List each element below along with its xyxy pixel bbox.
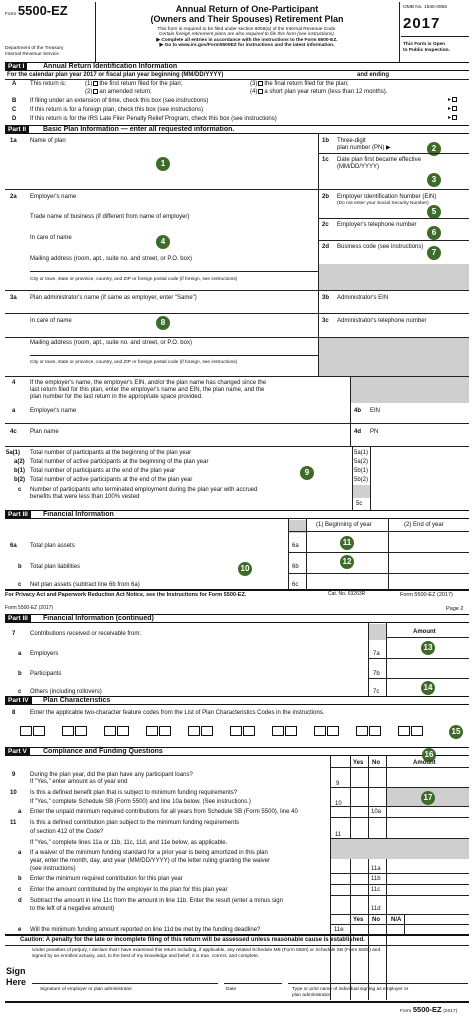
- line-4a-num: a: [12, 408, 16, 414]
- box-11a: 11a: [371, 866, 381, 872]
- shade-4: [350, 377, 469, 403]
- line-1c-num: 1c: [322, 157, 329, 163]
- box-6b: 6b: [292, 564, 299, 570]
- line-9-no[interactable]: [369, 768, 386, 786]
- line-a4[interactable]: [250, 89, 387, 96]
- form-number: 5500-EZ: [17, 3, 68, 18]
- line-7b-text: Participants: [30, 671, 62, 677]
- line-2b-sub: (Do not enter your Social Security Number): [337, 201, 429, 206]
- box-11e: 11e: [334, 927, 344, 933]
- a2-checkbox[interactable]: [93, 89, 98, 94]
- form-title-1: Annual Return of One-Participant: [175, 4, 319, 14]
- ending-label: and ending: [357, 72, 389, 78]
- field-7b[interactable]: [388, 661, 468, 675]
- mailing-field-3[interactable]: [30, 347, 316, 355]
- form-subtitle-4: ▶ Go to www.irs.gov/Form5500EZ for instructions and the latest information.: [159, 43, 335, 49]
- field-5c[interactable]: [372, 494, 468, 506]
- form-header: [5, 2, 469, 62]
- line-11a-text2: year, enter the month, day, and year (MM/DD/YYYY) of the letter ruling granting the waiver: [30, 858, 271, 864]
- line-d-label: D: [12, 116, 17, 122]
- line-10a-num: a: [18, 809, 22, 815]
- admin-phone-field[interactable]: [337, 325, 465, 335]
- line-9-num: 9: [12, 772, 16, 778]
- line-11e-na[interactable]: [387, 925, 404, 934]
- line-10-no[interactable]: [369, 788, 386, 806]
- a4-number: (4): [250, 89, 258, 96]
- line-10a-text: Enter the unpaid minimum required contributions for all years from Schedule SB (Form 5500), line 40: [30, 809, 298, 815]
- line-11e-yes[interactable]: [351, 925, 368, 934]
- line-5a1-text: Total number of participants at the beginning of the plan year: [30, 450, 192, 456]
- part2-title: Basic Plan Information — enter all requested information.: [43, 126, 235, 133]
- amount-head-5: Amount: [413, 760, 436, 766]
- dept-treasury: Department of the Treasury: [5, 46, 64, 51]
- field-5a2[interactable]: [372, 457, 468, 466]
- perjury-text-2: signed by an enrolled actuary, and, to the best of my knowledge and belief, it is true, correct, and complete.: [32, 954, 260, 959]
- box-5b2: 5b(2): [354, 477, 369, 483]
- feature-code-2[interactable]: [62, 726, 89, 736]
- line-2d-num: 2d: [322, 244, 330, 250]
- signature-field[interactable]: [32, 962, 218, 984]
- perjury-text-1: Under penalties of perjury, I declare that I have examined this return including, if applicable, any related Schedule MB (Form 5500) or Schedule SB (Form 5500) and: [32, 948, 381, 953]
- shade-3: [319, 338, 469, 376]
- line-11-text2: of section 412 of the Code?: [30, 829, 104, 835]
- line-4-text3: plan number for the last return in the appropriate space provided.: [30, 394, 203, 400]
- footer-form-ref: Form 5500-EZ (2017): [400, 592, 453, 598]
- line-11c-num: c: [18, 887, 22, 893]
- admin-name-field[interactable]: [30, 303, 316, 313]
- field-6c-end[interactable]: [390, 576, 468, 587]
- line-6b-num: b: [18, 564, 22, 570]
- yes-head-11e: Yes: [353, 917, 364, 923]
- business-code-field[interactable]: [337, 251, 465, 263]
- line-3c-num: 3c: [322, 318, 329, 324]
- box-11b: 11b: [371, 876, 381, 882]
- feature-code-3[interactable]: [104, 726, 131, 736]
- line-5b2-num: b(2): [14, 477, 25, 483]
- a1-checkbox[interactable]: [93, 81, 98, 86]
- line-11-text1: Is this a defined contribution plan subject to the minimum funding requirements: [30, 820, 240, 826]
- marker-6: 6: [427, 226, 441, 240]
- trade-name-text: Trade name of business (if different from name of employer): [30, 214, 190, 220]
- line-2a-num: 2a: [10, 194, 17, 200]
- box-6c: 6c: [292, 582, 299, 588]
- cat-number: Cat. No. 63263R: [328, 591, 366, 597]
- box-10a: 10a: [371, 809, 382, 815]
- marker-9: 9: [300, 466, 314, 480]
- line-11d-num: d: [18, 898, 22, 904]
- line-5a2-text: Total number of active participants at the beginning of the plan year: [30, 459, 209, 465]
- field-5b2[interactable]: [372, 475, 468, 484]
- a3-checkbox[interactable]: [258, 81, 263, 86]
- type-name-label-1: Type or print name of individual signing as employer or: [292, 987, 409, 992]
- marker-5: 5: [427, 205, 441, 219]
- marker-16: 16: [422, 748, 436, 762]
- line-5c-text2: benefits that were less than 100% vested: [30, 494, 140, 500]
- marker-13: 13: [421, 641, 435, 655]
- line-11-num: 11: [10, 820, 17, 826]
- form-subtitle-1: This form is required to be filed under section 6058(a) of the Internal Revenue Code.: [157, 26, 337, 32]
- tax-year: 2017: [403, 15, 441, 32]
- line-8-num: 8: [12, 710, 16, 716]
- privacy-notice: For Privacy Act and Paperwork Reduction Act Notice, see the Instructions for Form 5500-EZ.: [5, 592, 247, 598]
- part4-label: Part IV: [5, 697, 32, 705]
- line-10-text2: If "Yes," complete Schedule SB (Form 5500) and line 10a below. (See instructions.): [30, 799, 251, 805]
- a3-number: (3): [250, 81, 258, 88]
- admin-ein-field[interactable]: [337, 302, 465, 312]
- yes-head: Yes: [353, 760, 364, 766]
- box-11c: 11c: [371, 887, 381, 893]
- line-b-checkbox[interactable]: ▸: [448, 97, 458, 104]
- line-7c-text: Others (including rollovers): [30, 689, 102, 695]
- feature-code-7[interactable]: [272, 726, 299, 736]
- line-9-amount[interactable]: [388, 768, 468, 786]
- line-11b-num: b: [18, 876, 22, 882]
- feature-code-row: [12, 726, 452, 738]
- line-11e-text: Will the minimum funding amount reported on line 11d be met by the funding deadline?: [30, 927, 261, 933]
- line-11a-text3: (see instructions): [30, 866, 76, 872]
- line-a-label: A: [12, 81, 17, 87]
- line-11c-text: Enter the amount contributed by the employer to the plan for this plan year: [30, 887, 228, 893]
- line-3b-num: 3b: [322, 295, 330, 301]
- line-3a-text: Plan administrator's name (if same as employer, enter "Same"): [30, 295, 197, 301]
- a1-text: the first return filed for the plan;: [99, 81, 183, 88]
- line-b-label: B: [12, 98, 17, 104]
- line-2c-num: 2c: [322, 222, 329, 228]
- line-11-yes[interactable]: [351, 818, 368, 838]
- feature-code-6[interactable]: [230, 726, 257, 736]
- type-name-label-2: plan administrator: [292, 993, 331, 998]
- line-5b1-text: Total number of participants at the end of the plan year: [30, 468, 176, 474]
- feature-code-10[interactable]: [398, 726, 425, 736]
- a2-text: an amended return;: [99, 89, 152, 96]
- employer-ein-field[interactable]: [337, 207, 465, 217]
- line-11a-text1: If a waiver of the minimum funding standard for a prior year is being amortized in this plan: [30, 850, 268, 856]
- field-5a1[interactable]: [372, 448, 468, 457]
- marker-10: 10: [238, 562, 252, 576]
- line-2c-text: Employer's telephone number: [337, 222, 417, 228]
- line-4-text1: If the employer's name, the employer's EIN, and/or the plan name has changed since the: [30, 380, 267, 386]
- line-1c-text2: (MM/DD/YYYY): [337, 164, 379, 170]
- line-1b-text2: plan number (PN) ▶: [337, 145, 391, 151]
- box-7c: 7c: [373, 689, 380, 695]
- part5-label: Part V: [5, 748, 30, 756]
- line-7c-num: c: [18, 689, 22, 695]
- sign-word: Sign: [6, 966, 26, 976]
- line-11a-num: a: [18, 850, 22, 856]
- na-head-11e: N/A: [391, 917, 402, 923]
- employer-name-field[interactable]: [30, 202, 316, 212]
- line-6c-text: Net plan assets (subtract line 6b from 6a): [30, 582, 140, 588]
- marker-17: 17: [421, 791, 435, 805]
- line-6a-text: Total plan assets: [30, 543, 75, 549]
- line-4b-num: 4b: [354, 408, 362, 414]
- line-11e-no[interactable]: [369, 925, 386, 934]
- amount-head-7: Amount: [413, 629, 436, 635]
- a1-number: (1): [85, 81, 93, 88]
- box-6a: 6a: [292, 543, 299, 549]
- shade-7-head: [369, 624, 386, 640]
- col-beginning: (1) Beginning of year: [316, 522, 372, 528]
- printed-name-field[interactable]: [288, 962, 468, 984]
- line-5b2-text: Total number of active participants at the end of the plan year: [30, 477, 193, 483]
- no-head: No: [372, 760, 380, 766]
- care-of-text-2: In care of name: [30, 235, 72, 241]
- box-11d: 11d: [371, 906, 381, 912]
- line-b-text: If filing under an extension of time, check this box (see instructions): [30, 98, 209, 104]
- form-number-block: [5, 4, 68, 19]
- line-11b-text: Enter the minimum required contribution for this plan year: [30, 876, 183, 882]
- part3-title: Financial Information: [43, 511, 114, 518]
- a2-number: (2): [85, 89, 93, 96]
- here-word: Here: [6, 977, 27, 987]
- city-text-3: City or town, state or province, country, and ZIP or foreign postal code (if foreign, see instructions): [30, 360, 238, 365]
- line-3c-text: Administrator's telephone number: [337, 318, 427, 324]
- line-11d-field[interactable]: [388, 897, 468, 913]
- form-word: Form: [5, 12, 17, 17]
- line-3a-num: 3a: [10, 295, 17, 301]
- caution-text: Caution: A penalty for the late or incomplete filing of this return will be assessed unless reasonable cause is established.: [20, 937, 365, 943]
- line-4c-num: 4c: [10, 429, 17, 435]
- field-5b1[interactable]: [372, 466, 468, 475]
- mailing-text-3: Mailing address (room, apt., suite no. and street, or P.O. box): [30, 340, 192, 346]
- line-2a-text: Employer's name: [30, 194, 77, 200]
- line-2b-text: Employer Identification Number (EIN): [337, 194, 437, 200]
- plan-name-field[interactable]: [30, 146, 316, 186]
- line-1c-text1: Date plan first became effective: [337, 157, 421, 163]
- line-10a-amount[interactable]: [388, 807, 468, 816]
- line-11c-field[interactable]: [388, 885, 468, 895]
- footer-form-word: Form: [400, 1009, 412, 1014]
- prior-ein-field[interactable]: [386, 406, 466, 416]
- feature-code-5[interactable]: [188, 726, 215, 736]
- line-11b-field[interactable]: [388, 874, 468, 884]
- line-4a-text: Employer's name: [30, 408, 77, 414]
- part3-label: Part III: [5, 511, 31, 519]
- line-7-num: 7: [12, 631, 16, 637]
- box-10: 10: [335, 801, 342, 807]
- line-11-text3: If "Yes," complete lines 11a or 11b, 11c, 11d, and 11e below, as applicable.: [30, 840, 228, 846]
- part5-header: [5, 747, 469, 756]
- box-5a2: 5a(2): [354, 459, 369, 465]
- field-6b-end[interactable]: [390, 555, 468, 569]
- line-a2[interactable]: [85, 89, 152, 96]
- field-6c-begin[interactable]: [308, 576, 386, 587]
- line-1b-text1: Three-digit: [337, 138, 366, 144]
- open-inspection-1: This Form is Open: [403, 42, 446, 47]
- part3b-label: Part III: [5, 615, 31, 623]
- line-9-text2: If "Yes," enter amount as of year end: [30, 779, 128, 785]
- mailing-text-2: Mailing address (room, apt., suite no. and street, or P.O. box): [30, 256, 192, 262]
- footer-form-name: 5500-EZ: [412, 1005, 442, 1014]
- open-inspection-2: to Public Inspection.: [403, 48, 450, 53]
- shade-11: [331, 839, 469, 859]
- feature-code-4[interactable]: [146, 726, 173, 736]
- line-c-text: If this return is for a foreign plan, check this box (see instructions): [30, 107, 204, 113]
- line-5a1-num: 5a(1): [6, 450, 21, 456]
- line-6b-text: Total plan liabilities: [30, 564, 81, 570]
- marker-11: 11: [340, 536, 354, 550]
- prior-plan-name-field[interactable]: [90, 427, 346, 437]
- line-2d-text: Business code (see instructions): [337, 244, 424, 250]
- care-of-field-3[interactable]: [30, 326, 316, 336]
- trade-name-field[interactable]: [30, 222, 316, 232]
- mailing-field-2[interactable]: [30, 263, 316, 271]
- part4-title: Plan Characteristics: [43, 697, 111, 704]
- page2-number: Page 2: [446, 606, 464, 612]
- part3b-header: [5, 614, 469, 623]
- part4-header: [5, 696, 469, 705]
- line-11a-field[interactable]: [388, 861, 468, 872]
- part5-title: Compliance and Funding Questions: [43, 748, 163, 755]
- line-d-text: If this return is for the IRS Late Filer Penalty Relief Program, check this box (see instructions): [30, 116, 277, 122]
- line-c-label: C: [12, 107, 17, 113]
- line-1a-text: Name of plan: [30, 138, 66, 144]
- marker-14: 14: [421, 681, 435, 695]
- line-a-text: This return is:: [30, 81, 67, 87]
- feature-code-9[interactable]: [356, 726, 383, 736]
- form-subtitle-2: Certain foreign retirement plans are also required to file this form (see instructions).: [158, 32, 336, 38]
- line-7b-num: b: [18, 671, 22, 677]
- line-4-num: 4: [12, 380, 16, 386]
- line-7a-text: Employers: [30, 651, 59, 657]
- box-7b: 7b: [373, 671, 380, 677]
- line-11d-text2: to the left of a negative amount): [30, 906, 115, 912]
- care-of-field-2[interactable]: [30, 243, 316, 253]
- signature-label: Signature of employer or plan administrator: [40, 987, 132, 992]
- page2-form-ref: Form 5500-EZ (2017): [5, 605, 54, 611]
- feature-code-1[interactable]: [20, 726, 47, 736]
- line-8-text: Enter the applicable two-character feature codes from the List of Plan Characteristics Codes in the instructions.: [30, 710, 325, 716]
- col-end: (2) End of year: [404, 522, 444, 528]
- employer-phone-field[interactable]: [337, 229, 465, 239]
- marker-12: 12: [340, 555, 354, 569]
- prior-pn-field[interactable]: [386, 427, 466, 437]
- line-4d-text: PN: [370, 429, 379, 435]
- part2-header: [5, 125, 469, 134]
- line-1b-num: 1b: [322, 138, 330, 144]
- box-5b1: 5b(1): [354, 468, 369, 474]
- line-7-text: Contributions received or receivable from:: [30, 631, 142, 637]
- line-6a-num: 6a: [10, 543, 17, 549]
- care-of-text-3: In care of name: [30, 318, 72, 324]
- line-5b1-num: b(1): [14, 468, 25, 474]
- box-5c: 5c: [356, 501, 363, 507]
- part1-header: [5, 62, 469, 71]
- part1-title: Annual Return Identification Information: [43, 63, 178, 70]
- no-head-11e: No: [372, 917, 380, 923]
- line-10-text1: Is this a defined benefit plan that is subject to minimum funding requirements?: [30, 790, 238, 796]
- line-9-text1: During the plan year, did the plan have any participant loans?: [30, 772, 193, 778]
- part2-label: Part II: [5, 126, 29, 134]
- dept-irs: Internal Revenue Service: [5, 52, 59, 57]
- box-11: 11: [335, 832, 342, 838]
- line-5a2-num: a(2): [14, 459, 25, 465]
- line-1a-num: 1a: [10, 138, 17, 144]
- footer-form-year: (2017): [443, 1009, 458, 1014]
- part1-label: Part I: [5, 63, 27, 71]
- line-5c-num: c: [18, 487, 22, 493]
- city-field-3[interactable]: [30, 367, 316, 375]
- omb-number: OMB No. 1545-0956: [403, 5, 447, 10]
- shade-5c: [353, 485, 370, 498]
- marker-15: 15: [449, 725, 463, 739]
- marker-4: 4: [156, 235, 170, 249]
- marker-8: 8: [156, 316, 170, 330]
- city-text-2: City or town, state or province, country, and ZIP or foreign postal code (if foreign, see instructions): [30, 277, 238, 282]
- line-10-num: 10: [10, 790, 17, 796]
- line-a3[interactable]: [250, 81, 349, 88]
- line-6c-num: c: [18, 582, 22, 588]
- line-10-yes[interactable]: [351, 788, 368, 806]
- a3-text: the final return filed for the plan;: [264, 81, 349, 88]
- a4-text: a short plan year return (less than 12 months).: [264, 89, 388, 96]
- form-title-2: (Owners and Their Spouses) Retirement Plan: [150, 14, 344, 25]
- line-5c-text1: Number of participants who terminated employment during the plan year with accrued: [30, 487, 258, 493]
- line-4-text2: last return filed for this plan, enter the employer's name and EIN, the plan name, and the: [30, 387, 265, 393]
- field-6a-end[interactable]: [390, 535, 468, 549]
- line-d-checkbox[interactable]: ▸: [448, 115, 458, 122]
- line-4b-text: EIN: [370, 408, 381, 414]
- marker-3: 3: [427, 173, 441, 187]
- marker-2: 2: [427, 142, 441, 156]
- a4-checkbox[interactable]: [258, 89, 263, 94]
- shade-2: [319, 264, 469, 290]
- line-a1[interactable]: [85, 81, 182, 88]
- line-11e-num: e: [18, 927, 22, 933]
- line-4d-num: 4d: [354, 429, 362, 435]
- marker-7: 7: [427, 246, 441, 260]
- box-7a: 7a: [373, 651, 380, 657]
- plan-effective-date-field[interactable]: [337, 171, 465, 185]
- footer-form-number: [400, 1006, 457, 1015]
- feature-code-8[interactable]: [314, 726, 341, 736]
- line-11d-text1: Subtract the amount in line 11c from the amount in line 11b. Enter the result (enter a minus sign: [30, 898, 283, 904]
- marker-1: 1: [156, 157, 170, 171]
- line-3b-text: Administrator's EIN: [337, 295, 389, 301]
- part3b-title: Financial Information (continued): [43, 615, 154, 622]
- line-9-yes[interactable]: [351, 768, 368, 786]
- line-11-no[interactable]: [369, 818, 386, 838]
- line-7a-num: a: [18, 651, 22, 657]
- box-5a1: 5a(1): [354, 450, 369, 456]
- line-2b-num: 2b: [322, 194, 330, 200]
- date-label: Date: [226, 987, 237, 992]
- form-subtitle-3: ▶ Complete all entries in accordance with the instructions to the Form 5500-EZ.: [156, 37, 338, 43]
- calendar-year-label: For the calendar plan year 2017 or fiscal plan year beginning (MM/DD/YYYY): [7, 72, 224, 78]
- box-9: 9: [336, 781, 340, 787]
- date-field[interactable]: [224, 962, 282, 984]
- line-c-checkbox[interactable]: ▸: [448, 106, 458, 113]
- line-4c-text: Plan name: [30, 429, 59, 435]
- prior-employer-name-field[interactable]: [110, 406, 346, 416]
- part3-header: [5, 510, 469, 519]
